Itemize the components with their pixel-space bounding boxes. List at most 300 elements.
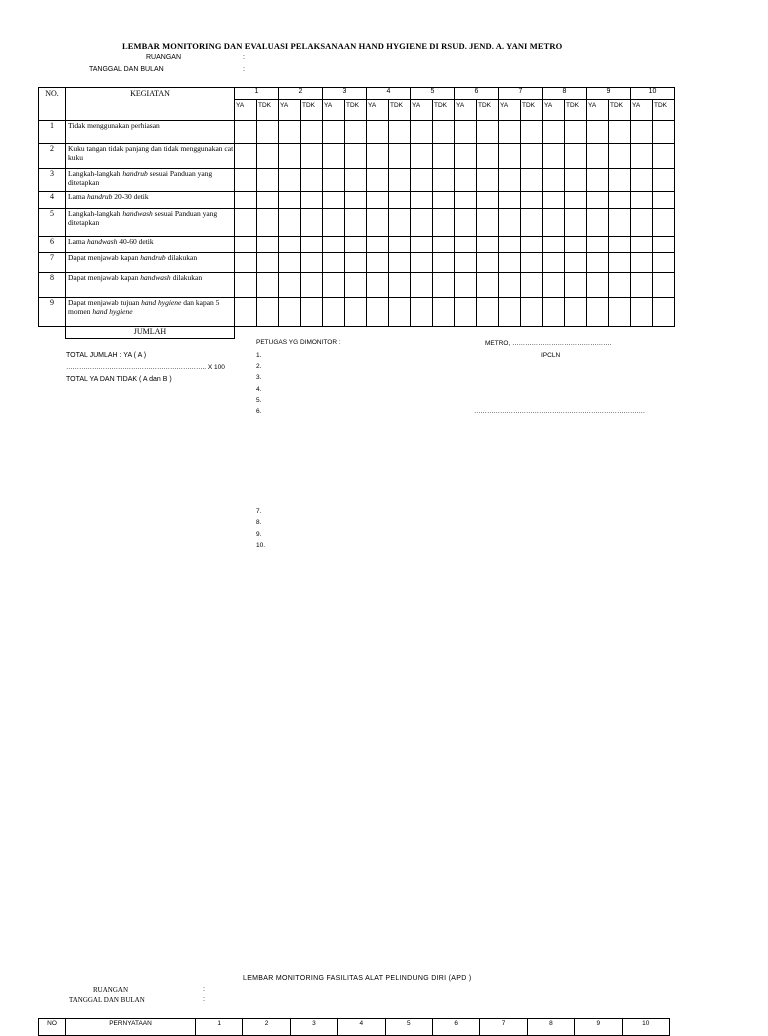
activity-cell	[66, 121, 235, 144]
activity-cell	[66, 253, 235, 273]
ya-cell[interactable]	[279, 253, 301, 273]
tdk-cell[interactable]	[301, 237, 323, 253]
ya-cell[interactable]	[543, 237, 565, 253]
ya-cell[interactable]	[411, 121, 433, 144]
ya-header: YA	[367, 100, 389, 121]
tdk-cell[interactable]	[257, 192, 279, 209]
petugas-number: 8.	[256, 519, 262, 526]
ya-cell[interactable]	[543, 298, 565, 327]
apd-form-title: LEMBAR MONITORING FASILITAS ALAT PELINDUNG DIRI (APD )	[243, 975, 472, 982]
ya-cell[interactable]	[587, 273, 609, 298]
tdk-cell[interactable]	[257, 144, 279, 169]
tdk-cell[interactable]	[653, 273, 675, 298]
ya-cell[interactable]	[455, 253, 477, 273]
ya-cell[interactable]	[411, 144, 433, 169]
ya-cell[interactable]	[631, 253, 653, 273]
apd-column-number: 1	[196, 1019, 243, 1036]
ya-cell[interactable]	[279, 121, 301, 144]
ya-cell[interactable]	[279, 237, 301, 253]
tdk-cell[interactable]	[389, 169, 411, 192]
tdk-cell[interactable]	[345, 169, 367, 192]
tdk-cell[interactable]	[301, 121, 323, 144]
apd-column-number: 9	[575, 1019, 622, 1036]
activity-text: Lama	[68, 192, 87, 201]
ya-cell[interactable]	[279, 169, 301, 192]
ya-cell[interactable]	[455, 121, 477, 144]
ya-cell[interactable]	[279, 273, 301, 298]
table-row	[39, 144, 675, 169]
activity-text: Tidak menggunakan perhiasan	[68, 121, 160, 130]
tdk-cell[interactable]	[257, 237, 279, 253]
petugas-number: 3.	[256, 374, 262, 381]
column-number: 3	[323, 88, 367, 100]
tdk-cell[interactable]	[433, 144, 455, 169]
ya-cell[interactable]	[235, 192, 257, 209]
tdk-cell[interactable]	[301, 144, 323, 169]
row-number: 8	[39, 273, 66, 298]
ya-cell[interactable]	[455, 192, 477, 209]
ya-cell[interactable]	[499, 209, 521, 237]
ya-cell[interactable]	[235, 237, 257, 253]
ya-header: YA	[499, 100, 521, 121]
tanggal-label: TANGGAL DAN BULAN	[89, 66, 164, 73]
row-number: 7	[39, 253, 66, 273]
tdk-cell[interactable]	[433, 121, 455, 144]
activity-text: Dapat menjawab tujuan	[68, 298, 142, 307]
tdk-cell[interactable]	[433, 169, 455, 192]
tdk-cell[interactable]	[521, 298, 543, 327]
ya-cell[interactable]	[235, 121, 257, 144]
tdk-cell[interactable]	[257, 169, 279, 192]
tdk-cell[interactable]	[477, 273, 499, 298]
tdk-cell[interactable]	[653, 209, 675, 237]
petugas-number: 2.	[256, 363, 262, 370]
jumlah-blank	[39, 327, 66, 339]
ya-cell[interactable]	[455, 298, 477, 327]
ya-cell[interactable]	[543, 192, 565, 209]
ipcln-label: IPCLN	[541, 352, 561, 359]
activity-cell	[66, 298, 235, 327]
tdk-cell[interactable]	[389, 298, 411, 327]
ya-cell[interactable]	[543, 144, 565, 169]
ya-cell[interactable]	[455, 144, 477, 169]
ya-header: YA	[455, 100, 477, 121]
tdk-cell[interactable]	[521, 121, 543, 144]
tdk-header: TDK	[257, 100, 279, 121]
tdk-cell[interactable]	[389, 209, 411, 237]
ya-header: YA	[411, 100, 433, 121]
column-number: 7	[499, 88, 543, 100]
tdk-cell[interactable]	[477, 209, 499, 237]
no-header: NO.	[39, 88, 66, 121]
table-row	[39, 209, 675, 237]
tdk-cell[interactable]	[433, 237, 455, 253]
tdk-cell[interactable]	[521, 192, 543, 209]
tdk-cell[interactable]	[389, 237, 411, 253]
tdk-cell[interactable]	[565, 169, 587, 192]
metro-date: METRO, ……………………………………….	[485, 340, 612, 347]
jumlah-label: JUMLAH	[66, 327, 235, 339]
activity-term: handrub	[140, 253, 166, 262]
tdk-cell[interactable]	[389, 253, 411, 273]
activity-cell	[66, 237, 235, 253]
ya-cell[interactable]	[411, 253, 433, 273]
row-number: 3	[39, 169, 66, 192]
ya-cell[interactable]	[323, 209, 345, 237]
tdk-cell[interactable]	[521, 209, 543, 237]
ya-cell[interactable]	[411, 169, 433, 192]
ya-cell[interactable]	[235, 144, 257, 169]
ya-cell[interactable]	[323, 169, 345, 192]
ya-cell[interactable]	[455, 237, 477, 253]
tdk-cell[interactable]	[301, 169, 323, 192]
ya-cell[interactable]	[543, 209, 565, 237]
ya-cell[interactable]	[367, 192, 389, 209]
ya-cell[interactable]	[499, 273, 521, 298]
ya-cell[interactable]	[499, 144, 521, 169]
tdk-cell[interactable]	[565, 192, 587, 209]
apd-column-number: 3	[290, 1019, 337, 1036]
apd-column-number: 5	[385, 1019, 432, 1036]
tdk-cell[interactable]	[301, 253, 323, 273]
row-number: 1	[39, 121, 66, 144]
tdk-cell[interactable]	[653, 298, 675, 327]
ya-cell[interactable]	[279, 192, 301, 209]
table-row	[39, 121, 675, 144]
tdk-cell[interactable]	[477, 253, 499, 273]
tdk-header: TDK	[565, 100, 587, 121]
tdk-header: TDK	[345, 100, 367, 121]
ruangan-label: RUANGAN	[146, 54, 182, 61]
tdk-cell[interactable]	[653, 144, 675, 169]
activity-term: handrub	[86, 192, 113, 201]
ya-header: YA	[587, 100, 609, 121]
ya-cell[interactable]	[587, 253, 609, 273]
tdk-cell[interactable]	[301, 273, 323, 298]
tdk-cell[interactable]	[389, 121, 411, 144]
activity-cell	[66, 192, 235, 209]
ya-cell[interactable]	[323, 273, 345, 298]
tdk-cell[interactable]	[257, 273, 279, 298]
tdk-cell[interactable]	[301, 298, 323, 327]
ya-cell[interactable]	[455, 209, 477, 237]
ya-cell[interactable]	[455, 273, 477, 298]
tdk-header: TDK	[609, 100, 631, 121]
tdk-cell[interactable]	[301, 192, 323, 209]
ruangan-colon: :	[243, 54, 245, 61]
tdk-cell[interactable]	[609, 169, 631, 192]
ya-cell[interactable]	[279, 298, 301, 327]
ya-cell[interactable]	[631, 273, 653, 298]
tdk-cell[interactable]	[521, 144, 543, 169]
signature-line: …………………………………………………………………….	[474, 408, 645, 415]
ya-cell[interactable]	[411, 209, 433, 237]
activity-cell	[66, 144, 235, 169]
tdk-header: TDK	[301, 100, 323, 121]
activity-text: Langkah-langkah	[68, 209, 123, 218]
table-row	[39, 273, 675, 298]
activity-text: Lama	[68, 237, 87, 246]
table-row	[39, 169, 675, 192]
total-ya-tidak-label: TOTAL YA DAN TIDAK ( A dan B )	[66, 376, 172, 383]
tdk-cell[interactable]	[521, 169, 543, 192]
apd-table	[38, 1018, 670, 1036]
apd-pernyataan-header: PERNYATAAN	[66, 1019, 196, 1036]
ya-cell[interactable]	[499, 237, 521, 253]
ya-cell[interactable]	[235, 169, 257, 192]
ya-cell[interactable]	[631, 209, 653, 237]
row-number: 6	[39, 237, 66, 253]
activity-term: handrub	[122, 169, 148, 178]
tdk-cell[interactable]	[345, 192, 367, 209]
ya-header: YA	[235, 100, 257, 121]
petugas-number: 6.	[256, 408, 262, 415]
column-number: 5	[411, 88, 455, 100]
ya-cell[interactable]	[587, 192, 609, 209]
tdk-cell[interactable]	[433, 273, 455, 298]
ya-cell[interactable]	[279, 144, 301, 169]
activity-text: Dapat menjawab kapan	[68, 253, 141, 262]
ya-cell[interactable]	[543, 169, 565, 192]
tdk-header: TDK	[477, 100, 499, 121]
activity-text: dan kapan 5 momen	[68, 298, 220, 316]
tdk-cell[interactable]	[257, 253, 279, 273]
tdk-cell[interactable]	[565, 253, 587, 273]
tanggal-colon: :	[243, 66, 245, 73]
activity-text: dilakukan	[165, 253, 198, 262]
ya-cell[interactable]	[411, 192, 433, 209]
tdk-cell[interactable]	[257, 121, 279, 144]
ya-cell[interactable]	[367, 253, 389, 273]
ya-cell[interactable]	[631, 192, 653, 209]
petugas-number: 1.	[256, 352, 262, 359]
ya-cell[interactable]	[323, 144, 345, 169]
apd-column-number: 6	[432, 1019, 479, 1036]
ya-cell[interactable]	[631, 144, 653, 169]
apd-column-number: 10	[622, 1019, 669, 1036]
ya-cell[interactable]	[235, 273, 257, 298]
tdk-cell[interactable]	[389, 192, 411, 209]
petugas-number: 5.	[256, 397, 262, 404]
activity-text: sesuai Panduan yang ditetapkan	[68, 209, 218, 227]
ya-cell[interactable]	[323, 121, 345, 144]
ya-cell[interactable]	[587, 169, 609, 192]
activity-text: sesuai Panduan yang ditetapkan	[68, 169, 213, 187]
petugas-number: 10.	[256, 542, 266, 549]
tdk-cell[interactable]	[345, 273, 367, 298]
row-number: 5	[39, 209, 66, 237]
tdk-cell[interactable]	[477, 237, 499, 253]
tdk-cell[interactable]	[565, 209, 587, 237]
apd-ruangan-label: RUANGAN	[93, 986, 128, 994]
ya-cell[interactable]	[631, 169, 653, 192]
ya-cell[interactable]	[367, 298, 389, 327]
tdk-cell[interactable]	[301, 209, 323, 237]
activity-term: hand hygiene	[141, 298, 182, 307]
apd-column-number: 8	[527, 1019, 574, 1036]
activity-term: handwash	[122, 209, 153, 218]
tdk-cell[interactable]	[653, 253, 675, 273]
row-number: 9	[39, 298, 66, 327]
activity-text: Langkah-langkah	[68, 169, 123, 178]
ya-cell[interactable]	[499, 298, 521, 327]
tdk-cell[interactable]	[433, 192, 455, 209]
ya-cell[interactable]	[499, 121, 521, 144]
column-number: 9	[587, 88, 631, 100]
petugas-number: 4.	[256, 386, 262, 393]
row-number: 2	[39, 144, 66, 169]
tdk-cell[interactable]	[565, 273, 587, 298]
table-row	[39, 253, 675, 273]
tdk-cell[interactable]	[609, 253, 631, 273]
activity-cell	[66, 273, 235, 298]
ya-cell[interactable]	[411, 237, 433, 253]
ya-cell[interactable]	[367, 169, 389, 192]
ya-cell[interactable]	[499, 169, 521, 192]
apd-ruangan-colon: :	[203, 986, 205, 993]
apd-tanggal-label: TANGGAL DAN BULAN	[69, 996, 145, 1004]
ya-cell[interactable]	[367, 209, 389, 237]
tdk-cell[interactable]	[609, 273, 631, 298]
ya-cell[interactable]	[279, 209, 301, 237]
tdk-cell[interactable]	[257, 298, 279, 327]
ya-cell[interactable]	[631, 237, 653, 253]
tdk-cell[interactable]	[345, 121, 367, 144]
tdk-cell[interactable]	[653, 192, 675, 209]
ya-cell[interactable]	[543, 121, 565, 144]
activity-cell	[66, 169, 235, 192]
tdk-cell[interactable]	[653, 237, 675, 253]
tdk-cell[interactable]	[433, 253, 455, 273]
tdk-cell[interactable]	[477, 192, 499, 209]
tdk-cell[interactable]	[565, 144, 587, 169]
table-row	[39, 192, 675, 209]
ya-header: YA	[631, 100, 653, 121]
tdk-cell[interactable]	[345, 144, 367, 169]
tdk-cell[interactable]	[521, 237, 543, 253]
ya-cell[interactable]	[543, 273, 565, 298]
tdk-cell[interactable]	[609, 209, 631, 237]
table-row	[39, 298, 675, 327]
tdk-cell[interactable]	[477, 121, 499, 144]
ya-cell[interactable]	[411, 298, 433, 327]
tdk-cell[interactable]	[653, 121, 675, 144]
petugas-number: 7.	[256, 508, 262, 515]
ya-cell[interactable]	[499, 192, 521, 209]
ya-header: YA	[543, 100, 565, 121]
ya-cell[interactable]	[367, 237, 389, 253]
jumlah-spacer	[235, 327, 675, 339]
column-number: 2	[279, 88, 323, 100]
ya-cell[interactable]	[235, 209, 257, 237]
tdk-cell[interactable]	[565, 298, 587, 327]
activity-cell	[66, 209, 235, 237]
tdk-cell[interactable]	[433, 209, 455, 237]
ya-cell[interactable]	[323, 253, 345, 273]
activity-text: 40-60 detik	[117, 237, 154, 246]
ya-cell[interactable]	[455, 169, 477, 192]
tdk-header: TDK	[653, 100, 675, 121]
row-number: 4	[39, 192, 66, 209]
tdk-cell[interactable]	[609, 237, 631, 253]
ya-cell[interactable]	[411, 273, 433, 298]
tdk-cell[interactable]	[345, 237, 367, 253]
tdk-cell[interactable]	[609, 298, 631, 327]
tdk-cell[interactable]	[521, 273, 543, 298]
apd-no-header: NO	[39, 1019, 66, 1036]
ya-cell[interactable]	[587, 298, 609, 327]
tdk-cell[interactable]	[257, 209, 279, 237]
jumlah-row	[39, 327, 675, 339]
tdk-cell[interactable]	[653, 169, 675, 192]
ya-header: YA	[279, 100, 301, 121]
table-row	[39, 237, 675, 253]
tdk-cell[interactable]	[609, 144, 631, 169]
tdk-cell[interactable]	[389, 144, 411, 169]
ya-cell[interactable]	[587, 209, 609, 237]
ya-cell[interactable]	[323, 298, 345, 327]
apd-column-number: 4	[338, 1019, 385, 1036]
tdk-cell[interactable]	[521, 253, 543, 273]
ya-cell[interactable]	[587, 121, 609, 144]
column-number: 4	[367, 88, 411, 100]
ya-cell[interactable]	[543, 253, 565, 273]
total-ya-label: TOTAL JUMLAH : YA ( A )	[66, 352, 147, 359]
tdk-cell[interactable]	[477, 169, 499, 192]
tdk-cell[interactable]	[609, 121, 631, 144]
ya-cell[interactable]	[367, 144, 389, 169]
ya-cell[interactable]	[235, 298, 257, 327]
form-title: LEMBAR MONITORING DAN EVALUASI PELAKSANAAN HAND HYGIENE DI RSUD. JEND. A. YANI METRO	[122, 41, 563, 51]
tdk-cell[interactable]	[609, 192, 631, 209]
tdk-cell[interactable]	[477, 298, 499, 327]
tdk-cell[interactable]	[345, 298, 367, 327]
ya-cell[interactable]	[587, 144, 609, 169]
ya-cell[interactable]	[587, 237, 609, 253]
ya-cell[interactable]	[631, 298, 653, 327]
tdk-cell[interactable]	[565, 237, 587, 253]
activity-header: KEGIATAN	[66, 88, 235, 121]
activity-term: handwash	[86, 237, 118, 246]
tdk-cell[interactable]	[477, 144, 499, 169]
monitoring-table	[38, 87, 675, 339]
ya-cell[interactable]	[499, 253, 521, 273]
ya-header: YA	[323, 100, 345, 121]
activity-text: 20-30 detik	[112, 192, 149, 201]
petugas-number: 9.	[256, 531, 262, 538]
tdk-cell[interactable]	[433, 298, 455, 327]
tdk-cell[interactable]	[345, 253, 367, 273]
column-number: 1	[235, 88, 279, 100]
tdk-cell[interactable]	[565, 121, 587, 144]
ya-cell[interactable]	[631, 121, 653, 144]
ya-cell[interactable]	[323, 237, 345, 253]
petugas-label: PETUGAS YG DIMONITOR :	[256, 339, 341, 346]
formula-dots: ……………………………………………………….. X 100	[66, 364, 225, 371]
activity-text: dilakukan	[170, 273, 203, 282]
tdk-header: TDK	[389, 100, 411, 121]
ya-cell[interactable]	[323, 192, 345, 209]
ya-cell[interactable]	[367, 273, 389, 298]
ya-cell[interactable]	[235, 253, 257, 273]
tdk-cell[interactable]	[345, 209, 367, 237]
activity-text: Dapat menjawab kapan	[68, 273, 141, 282]
tdk-header: TDK	[521, 100, 543, 121]
apd-column-number: 2	[243, 1019, 290, 1036]
activity-term: hand hygiene	[92, 307, 133, 316]
ya-cell[interactable]	[367, 121, 389, 144]
tdk-cell[interactable]	[389, 273, 411, 298]
